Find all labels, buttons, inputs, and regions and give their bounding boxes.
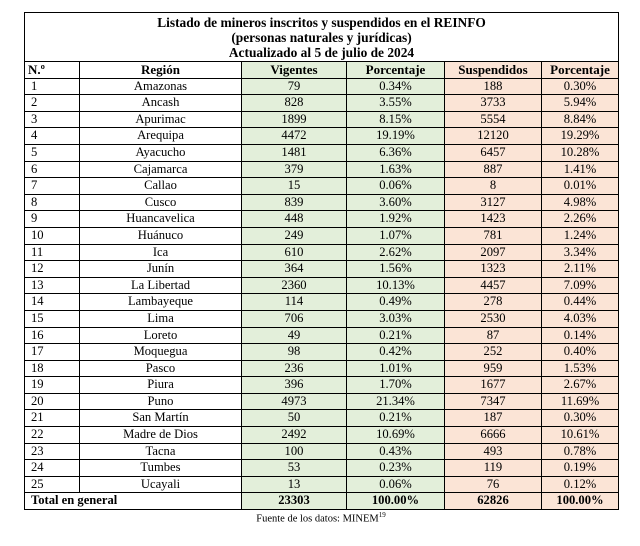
cell-suspendidos: 7347 bbox=[445, 393, 542, 410]
header-porcentaje-suspendidos: Porcentaje bbox=[542, 62, 619, 79]
cell-porcentaje-vigentes: 1.70% bbox=[347, 377, 445, 394]
cell-num: 24 bbox=[25, 460, 80, 477]
cell-porcentaje-vigentes: 1.07% bbox=[347, 227, 445, 244]
cell-porcentaje-vigentes: 0.06% bbox=[347, 178, 445, 195]
cell-suspendidos: 887 bbox=[445, 161, 542, 178]
cell-suspendidos: 278 bbox=[445, 294, 542, 311]
cell-num: 21 bbox=[25, 410, 80, 427]
cell-region: La Libertad bbox=[80, 277, 242, 294]
cell-region: Ica bbox=[80, 244, 242, 261]
cell-suspendidos: 4457 bbox=[445, 277, 542, 294]
cell-porcentaje-suspendidos: 4.03% bbox=[542, 310, 619, 327]
cell-num: 8 bbox=[25, 194, 80, 211]
cell-porcentaje-vigentes: 3.55% bbox=[347, 95, 445, 112]
cell-num: 5 bbox=[25, 144, 80, 161]
cell-num: 13 bbox=[25, 277, 80, 294]
cell-region: Ancash bbox=[80, 95, 242, 112]
cell-porcentaje-suspendidos: 0.30% bbox=[542, 78, 619, 95]
cell-vigentes: 79 bbox=[242, 78, 347, 95]
cell-suspendidos: 188 bbox=[445, 78, 542, 95]
cell-vigentes: 98 bbox=[242, 344, 347, 361]
cell-region: Madre de Dios bbox=[80, 427, 242, 444]
cell-region: Pasco bbox=[80, 360, 242, 377]
cell-region: Puno bbox=[80, 393, 242, 410]
cell-porcentaje-suspendidos: 7.09% bbox=[542, 277, 619, 294]
total-vigentes: 23303 bbox=[242, 493, 347, 510]
table-row bbox=[25, 178, 619, 195]
total-row bbox=[25, 493, 619, 510]
header-region: Región bbox=[80, 62, 242, 79]
cell-vigentes: 448 bbox=[242, 211, 347, 228]
table-row bbox=[25, 427, 619, 444]
table-row bbox=[25, 344, 619, 361]
table-row bbox=[25, 377, 619, 394]
cell-num: 15 bbox=[25, 310, 80, 327]
cell-num: 7 bbox=[25, 178, 80, 195]
cell-suspendidos: 3733 bbox=[445, 95, 542, 112]
cell-porcentaje-suspendidos: 0.30% bbox=[542, 410, 619, 427]
cell-porcentaje-vigentes: 0.34% bbox=[347, 78, 445, 95]
total-suspendidos: 62826 bbox=[445, 493, 542, 510]
title-line-3: Actualizado al 5 de julio de 2024 bbox=[228, 45, 415, 60]
cell-porcentaje-vigentes: 1.01% bbox=[347, 360, 445, 377]
cell-vigentes: 15 bbox=[242, 178, 347, 195]
table-row bbox=[25, 310, 619, 327]
cell-porcentaje-suspendidos: 0.78% bbox=[542, 443, 619, 460]
cell-porcentaje-suspendidos: 2.11% bbox=[542, 261, 619, 278]
cell-region: Amazonas bbox=[80, 78, 242, 95]
cell-porcentaje-suspendidos: 10.28% bbox=[542, 144, 619, 161]
cell-region: Arequipa bbox=[80, 128, 242, 145]
cell-suspendidos: 12120 bbox=[445, 128, 542, 145]
cell-porcentaje-vigentes: 19.19% bbox=[347, 128, 445, 145]
cell-porcentaje-vigentes: 3.03% bbox=[347, 310, 445, 327]
header-vigentes: Vigentes bbox=[242, 62, 347, 79]
cell-vigentes: 2492 bbox=[242, 427, 347, 444]
cell-porcentaje-vigentes: 0.06% bbox=[347, 476, 445, 493]
cell-region: Huancavelica bbox=[80, 211, 242, 228]
cell-num: 17 bbox=[25, 344, 80, 361]
cell-porcentaje-suspendidos: 11.69% bbox=[542, 393, 619, 410]
table-title bbox=[25, 13, 619, 62]
cell-porcentaje-suspendidos: 4.98% bbox=[542, 194, 619, 211]
table-row bbox=[25, 78, 619, 95]
cell-porcentaje-vigentes: 1.63% bbox=[347, 161, 445, 178]
cell-suspendidos: 6457 bbox=[445, 144, 542, 161]
cell-suspendidos: 8 bbox=[445, 178, 542, 195]
cell-porcentaje-vigentes: 0.43% bbox=[347, 443, 445, 460]
cell-region: Lambayeque bbox=[80, 294, 242, 311]
cell-region: Tumbes bbox=[80, 460, 242, 477]
cell-porcentaje-suspendidos: 0.40% bbox=[542, 344, 619, 361]
cell-region: Apurimac bbox=[80, 111, 242, 128]
cell-porcentaje-vigentes: 0.49% bbox=[347, 294, 445, 311]
source-text: Fuente de los datos: MINEM bbox=[256, 513, 379, 525]
cell-porcentaje-suspendidos: 2.67% bbox=[542, 377, 619, 394]
table-row bbox=[25, 211, 619, 228]
cell-porcentaje-vigentes: 10.69% bbox=[347, 427, 445, 444]
cell-suspendidos: 119 bbox=[445, 460, 542, 477]
table-row bbox=[25, 227, 619, 244]
table-row bbox=[25, 95, 619, 112]
table-row bbox=[25, 194, 619, 211]
table-row bbox=[25, 443, 619, 460]
cell-suspendidos: 252 bbox=[445, 344, 542, 361]
cell-vigentes: 100 bbox=[242, 443, 347, 460]
title-line-2: (personas naturales y jurídicas) bbox=[231, 30, 412, 45]
cell-region: Ayacucho bbox=[80, 144, 242, 161]
cell-porcentaje-vigentes: 0.21% bbox=[347, 327, 445, 344]
cell-num: 11 bbox=[25, 244, 80, 261]
cell-suspendidos: 5554 bbox=[445, 111, 542, 128]
cell-porcentaje-suspendidos: 0.12% bbox=[542, 476, 619, 493]
cell-region: Piura bbox=[80, 377, 242, 394]
table-row bbox=[25, 393, 619, 410]
cell-porcentaje-suspendidos: 0.44% bbox=[542, 294, 619, 311]
cell-num: 2 bbox=[25, 95, 80, 112]
cell-vigentes: 610 bbox=[242, 244, 347, 261]
cell-porcentaje-suspendidos: 3.34% bbox=[542, 244, 619, 261]
total-porcentaje-suspendidos: 100.00% bbox=[542, 493, 619, 510]
cell-region: Moquegua bbox=[80, 344, 242, 361]
cell-num: 16 bbox=[25, 327, 80, 344]
table-row bbox=[25, 261, 619, 278]
cell-region: Ucayali bbox=[80, 476, 242, 493]
cell-num: 18 bbox=[25, 360, 80, 377]
cell-porcentaje-suspendidos: 2.26% bbox=[542, 211, 619, 228]
cell-vigentes: 839 bbox=[242, 194, 347, 211]
cell-vigentes: 706 bbox=[242, 310, 347, 327]
cell-porcentaje-suspendidos: 5.94% bbox=[542, 95, 619, 112]
cell-region: Cusco bbox=[80, 194, 242, 211]
cell-vigentes: 1899 bbox=[242, 111, 347, 128]
cell-porcentaje-suspendidos: 10.61% bbox=[542, 427, 619, 444]
cell-porcentaje-vigentes: 1.92% bbox=[347, 211, 445, 228]
cell-num: 9 bbox=[25, 211, 80, 228]
title-line-1: Listado de mineros inscritos y suspendidos en el REINFO bbox=[157, 15, 486, 30]
cell-vigentes: 249 bbox=[242, 227, 347, 244]
cell-porcentaje-vigentes: 1.56% bbox=[347, 261, 445, 278]
table-row bbox=[25, 410, 619, 427]
cell-porcentaje-suspendidos: 0.01% bbox=[542, 178, 619, 195]
total-label: Total en general bbox=[25, 493, 242, 510]
cell-suspendidos: 1323 bbox=[445, 261, 542, 278]
cell-vigentes: 50 bbox=[242, 410, 347, 427]
cell-porcentaje-vigentes: 3.60% bbox=[347, 194, 445, 211]
table-row bbox=[25, 460, 619, 477]
table-row bbox=[25, 327, 619, 344]
cell-suspendidos: 781 bbox=[445, 227, 542, 244]
cell-region: Lima bbox=[80, 310, 242, 327]
cell-suspendidos: 2530 bbox=[445, 310, 542, 327]
table-row bbox=[25, 360, 619, 377]
cell-vigentes: 364 bbox=[242, 261, 347, 278]
cell-porcentaje-suspendidos: 1.53% bbox=[542, 360, 619, 377]
table-row bbox=[25, 294, 619, 311]
cell-num: 14 bbox=[25, 294, 80, 311]
cell-vigentes: 379 bbox=[242, 161, 347, 178]
cell-suspendidos: 959 bbox=[445, 360, 542, 377]
cell-region: Callao bbox=[80, 178, 242, 195]
cell-porcentaje-vigentes: 2.62% bbox=[347, 244, 445, 261]
cell-porcentaje-vigentes: 0.23% bbox=[347, 460, 445, 477]
cell-porcentaje-suspendidos: 8.84% bbox=[542, 111, 619, 128]
table-row bbox=[25, 476, 619, 493]
cell-num: 23 bbox=[25, 443, 80, 460]
cell-region: Cajamarca bbox=[80, 161, 242, 178]
cell-porcentaje-vigentes: 8.15% bbox=[347, 111, 445, 128]
cell-suspendidos: 187 bbox=[445, 410, 542, 427]
header-num: N.º bbox=[25, 62, 80, 79]
cell-porcentaje-vigentes: 0.21% bbox=[347, 410, 445, 427]
cell-num: 25 bbox=[25, 476, 80, 493]
title-row bbox=[25, 13, 619, 62]
cell-suspendidos: 87 bbox=[445, 327, 542, 344]
cell-suspendidos: 1423 bbox=[445, 211, 542, 228]
cell-vigentes: 396 bbox=[242, 377, 347, 394]
cell-vigentes: 236 bbox=[242, 360, 347, 377]
cell-region: San Martín bbox=[80, 410, 242, 427]
cell-num: 1 bbox=[25, 78, 80, 95]
cell-vigentes: 4973 bbox=[242, 393, 347, 410]
cell-vigentes: 114 bbox=[242, 294, 347, 311]
cell-num: 19 bbox=[25, 377, 80, 394]
header-suspendidos: Suspendidos bbox=[445, 62, 542, 79]
table-body bbox=[25, 78, 619, 493]
cell-num: 20 bbox=[25, 393, 80, 410]
cell-porcentaje-vigentes: 21.34% bbox=[347, 393, 445, 410]
cell-vigentes: 828 bbox=[242, 95, 347, 112]
source-footnote: 19 bbox=[378, 511, 386, 520]
cell-num: 3 bbox=[25, 111, 80, 128]
cell-num: 12 bbox=[25, 261, 80, 278]
cell-vigentes: 4472 bbox=[242, 128, 347, 145]
cell-vigentes: 53 bbox=[242, 460, 347, 477]
reinfo-table-container bbox=[24, 12, 618, 525]
cell-porcentaje-vigentes: 0.42% bbox=[347, 344, 445, 361]
cell-region: Tacna bbox=[80, 443, 242, 460]
cell-num: 22 bbox=[25, 427, 80, 444]
cell-porcentaje-vigentes: 10.13% bbox=[347, 277, 445, 294]
cell-suspendidos: 76 bbox=[445, 476, 542, 493]
cell-vigentes: 13 bbox=[242, 476, 347, 493]
table-row bbox=[25, 161, 619, 178]
total-porcentaje-vigentes: 100.00% bbox=[347, 493, 445, 510]
cell-num: 4 bbox=[25, 128, 80, 145]
reinfo-table bbox=[24, 12, 619, 510]
table-row bbox=[25, 144, 619, 161]
cell-porcentaje-suspendidos: 0.14% bbox=[542, 327, 619, 344]
cell-suspendidos: 3127 bbox=[445, 194, 542, 211]
cell-porcentaje-suspendidos: 19.29% bbox=[542, 128, 619, 145]
cell-num: 10 bbox=[25, 227, 80, 244]
cell-num: 6 bbox=[25, 161, 80, 178]
cell-suspendidos: 493 bbox=[445, 443, 542, 460]
cell-region: Huánuco bbox=[80, 227, 242, 244]
table-row bbox=[25, 128, 619, 145]
cell-region: Junín bbox=[80, 261, 242, 278]
cell-suspendidos: 1677 bbox=[445, 377, 542, 394]
cell-vigentes: 1481 bbox=[242, 144, 347, 161]
source-note bbox=[24, 511, 618, 525]
table-row bbox=[25, 244, 619, 261]
cell-porcentaje-suspendidos: 1.24% bbox=[542, 227, 619, 244]
cell-region: Loreto bbox=[80, 327, 242, 344]
cell-suspendidos: 2097 bbox=[445, 244, 542, 261]
header-porcentaje-vigentes: Porcentaje bbox=[347, 62, 445, 79]
cell-vigentes: 2360 bbox=[242, 277, 347, 294]
cell-porcentaje-suspendidos: 1.41% bbox=[542, 161, 619, 178]
cell-suspendidos: 6666 bbox=[445, 427, 542, 444]
header-row bbox=[25, 62, 619, 79]
cell-vigentes: 49 bbox=[242, 327, 347, 344]
cell-porcentaje-vigentes: 6.36% bbox=[347, 144, 445, 161]
table-row bbox=[25, 111, 619, 128]
cell-porcentaje-suspendidos: 0.19% bbox=[542, 460, 619, 477]
table-row bbox=[25, 277, 619, 294]
